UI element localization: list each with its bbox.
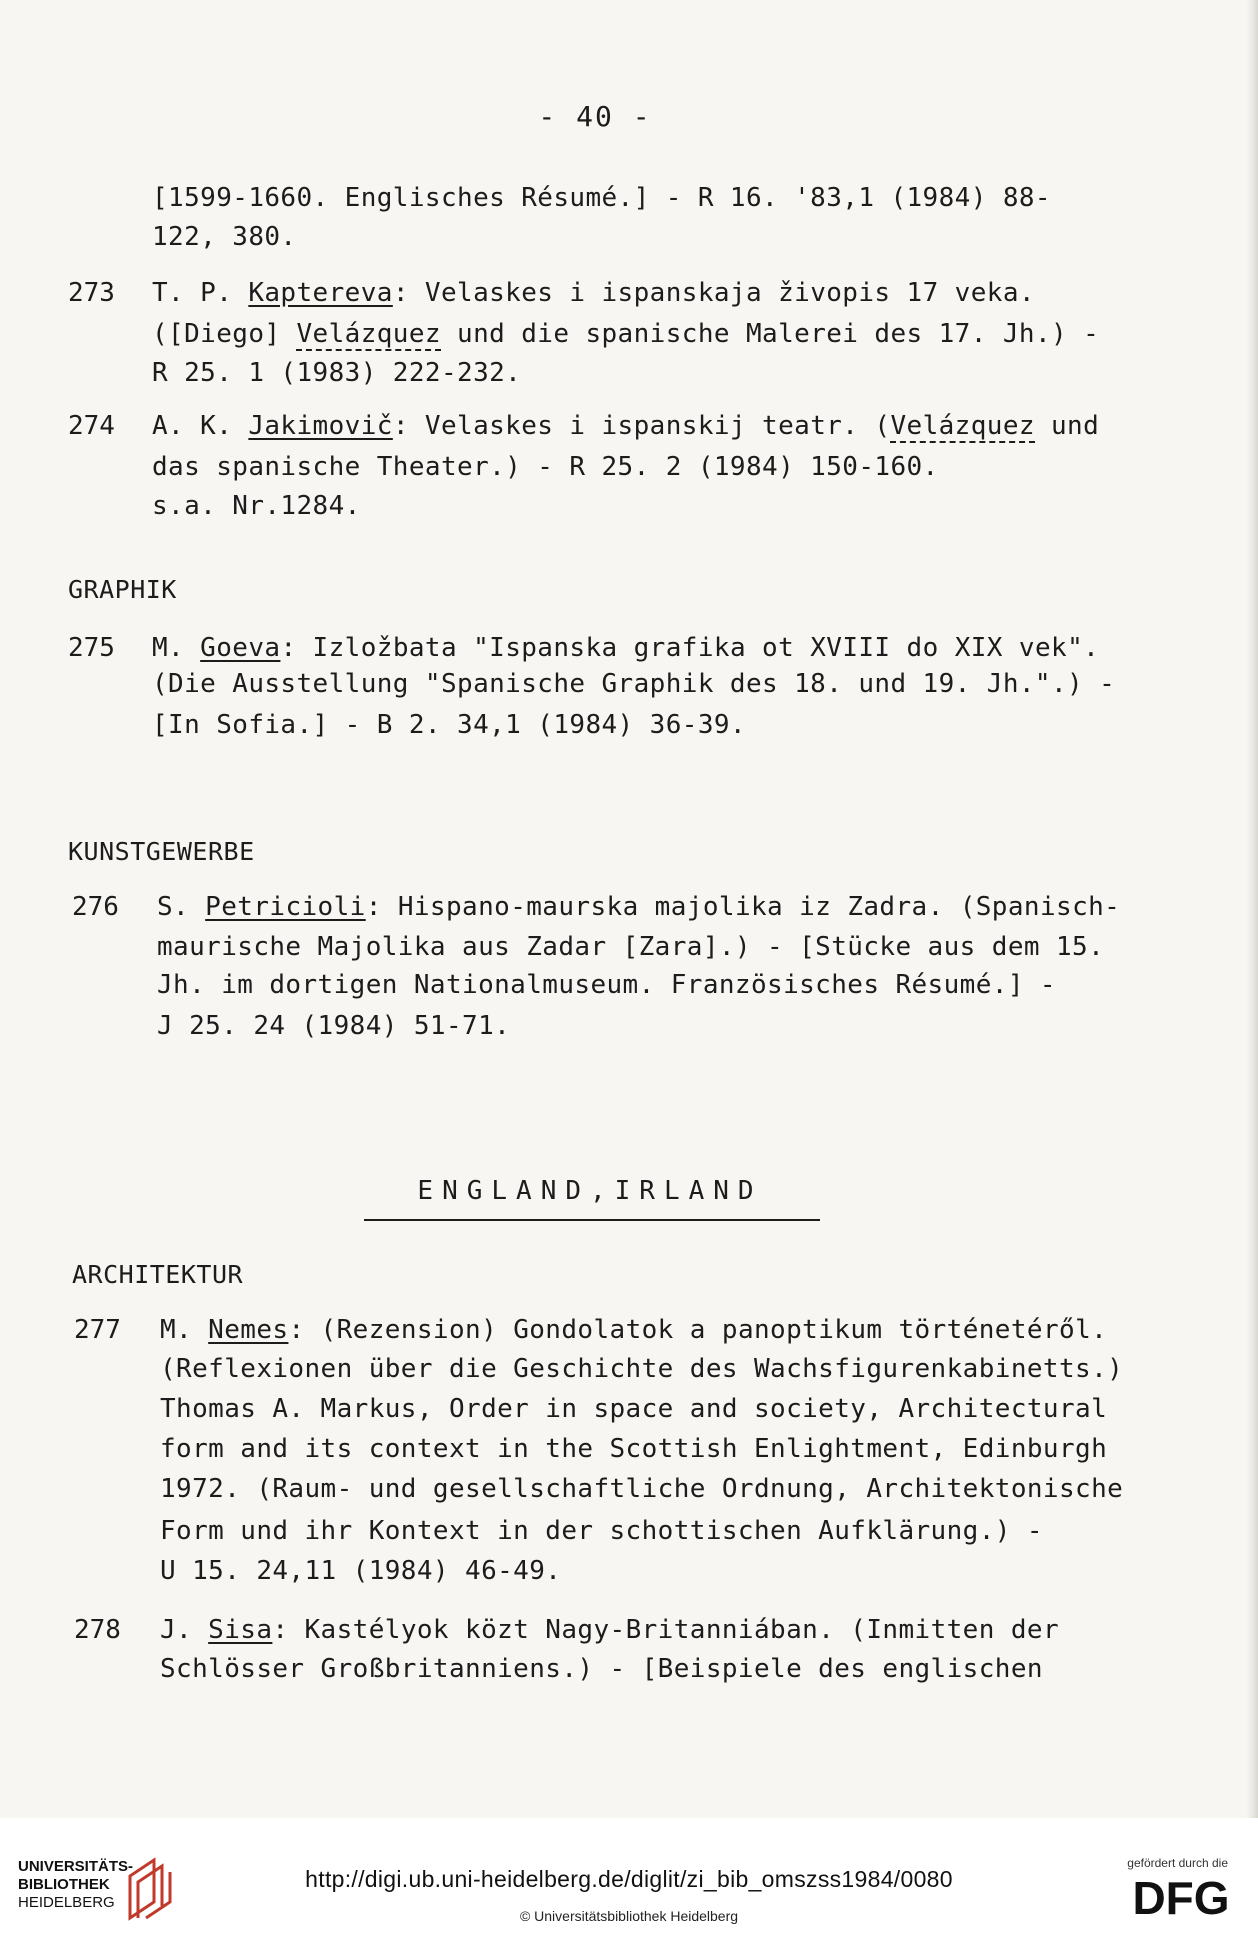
entry-line: maurische Majolika aus Zadar [Zara].) - [Stücke aus dem 15. xyxy=(157,932,1105,962)
page-number: - 40 - xyxy=(538,100,652,133)
permalink-url[interactable]: http://digi.ub.uni-heidelberg.de/diglit/zi_bib_omszss1984/0080 xyxy=(305,1866,953,1892)
country-heading-rule xyxy=(364,1219,820,1221)
author-initials: A. K. xyxy=(152,411,249,441)
continuation-line-2: 122, 380. xyxy=(152,222,297,252)
entry-number: 277 xyxy=(74,1315,121,1345)
dfg-logo-icon xyxy=(1122,1870,1240,1920)
library-name-line: BIBLIOTHEK xyxy=(18,1876,110,1893)
entry-line: Thomas A. Markus, Order in space and society, Architectural xyxy=(160,1394,1108,1424)
author-name: Sisa xyxy=(208,1615,273,1645)
entry-line: [In Sofia.] - B 2. 34,1 (1984) 36-39. xyxy=(152,710,746,740)
author-name: Nemes xyxy=(208,1315,289,1345)
entry-text: : Izložbata "Ispanska grafika ot XVIII do XIX vek". xyxy=(280,633,1100,663)
entry-number: 278 xyxy=(74,1615,121,1645)
entry-line xyxy=(160,1314,1107,1346)
entry-line: s.a. Nr.1284. xyxy=(152,491,361,521)
entry-line xyxy=(152,277,1035,309)
author-initials: M. xyxy=(160,1315,209,1345)
dfg-logo-text: DFG xyxy=(1132,1872,1230,1920)
section-heading-graphik: GRAPHIK xyxy=(68,575,177,604)
library-name-line: HEIDELBERG xyxy=(18,1894,115,1911)
entry-line xyxy=(152,632,1099,664)
entry-line: Form und ihr Kontext in der schottischen Aufklärung.) - xyxy=(160,1516,1043,1546)
section-heading-kunstgewerbe: KUNSTGEWERBE xyxy=(68,837,255,866)
author-initials: S. xyxy=(157,892,206,922)
entry-text: : Velaskes i ispanskij teatr. ( xyxy=(392,411,891,441)
author-name: Jakimovič xyxy=(248,411,393,441)
entry-text: : Hispano-maurska majolika iz Zadra. (Spanisch- xyxy=(365,892,1121,922)
funding-note: gefördert durch die xyxy=(1127,1856,1228,1870)
entry-text: und xyxy=(1034,411,1100,441)
entry-line: 1972. (Raum- und gesellschaftliche Ordnung, Architektonische xyxy=(160,1474,1124,1504)
entry-line: Jh. im dortigen Nationalmuseum. Französisches Résumé.] - xyxy=(157,970,1056,1000)
entry-text: : (Rezension) Gondolatok a panoptikum történetéről. xyxy=(288,1315,1108,1345)
entry-line xyxy=(152,410,1099,442)
entry-text: und die spanische Malerei des 17. Jh.) - xyxy=(440,319,1100,349)
entry-line xyxy=(152,318,1099,350)
entry-number: 274 xyxy=(68,411,115,441)
entry-line: das spanische Theater.) - R 25. 2 (1984) 150-160. xyxy=(152,452,939,482)
author-name: Goeva xyxy=(200,633,281,663)
entry-line: U 15. 24,11 (1984) 46-49. xyxy=(160,1556,562,1586)
entry-line: J 25. 24 (1984) 51-71. xyxy=(157,1011,511,1041)
entry-line xyxy=(157,891,1120,923)
entry-line: R 25. 1 (1983) 222-232. xyxy=(152,358,522,388)
entry-text: ([Diego] xyxy=(152,319,297,349)
continuation-line-1: [1599-1660. Englisches Résumé.] - R 16. '83,1 (1984) 88- xyxy=(152,183,1051,213)
country-heading: ENGLAND,IRLAND xyxy=(417,1176,763,1206)
author-initials: M. xyxy=(152,633,201,663)
entry-text: : Velaskes i ispanskaja živopis 17 veka. xyxy=(392,278,1035,308)
author-initials: J. xyxy=(160,1615,209,1645)
subject-name: Velázquez xyxy=(890,411,1035,441)
library-name-line: UNIVERSITÄTS- xyxy=(18,1858,134,1875)
copyright-notice: © Universitätsbibliothek Heidelberg xyxy=(519,1908,739,1924)
entry-line: form and its context in the Scottish Enlightment, Edinburgh xyxy=(160,1434,1108,1464)
page-edge xyxy=(1246,0,1258,1818)
entry-line: Schlösser Großbritanniens.) - [Beispiele des englischen xyxy=(160,1654,1043,1684)
entry-text: : Kastélyok közt Nagy-Britanniában. (Inmitten der xyxy=(272,1615,1060,1645)
entry-number: 273 xyxy=(68,278,115,308)
author-name: Petricioli xyxy=(205,892,366,922)
entry-number: 276 xyxy=(72,892,119,922)
entry-line: (Die Ausstellung "Spanische Graphik des 18. und 19. Jh.".) - xyxy=(152,669,1116,699)
author-initials: T. P. xyxy=(152,278,249,308)
entry-line xyxy=(160,1614,1059,1646)
entry-line: (Reflexionen über die Geschichte des Wachsfigurenkabinetts.) xyxy=(160,1354,1124,1384)
author-name: Kaptereva xyxy=(248,278,393,308)
section-heading-architektur: ARCHITEKTUR xyxy=(72,1260,244,1289)
viewer-footer xyxy=(0,1818,1258,1938)
subject-name: Velázquez xyxy=(296,319,441,349)
entry-number: 275 xyxy=(68,633,115,663)
